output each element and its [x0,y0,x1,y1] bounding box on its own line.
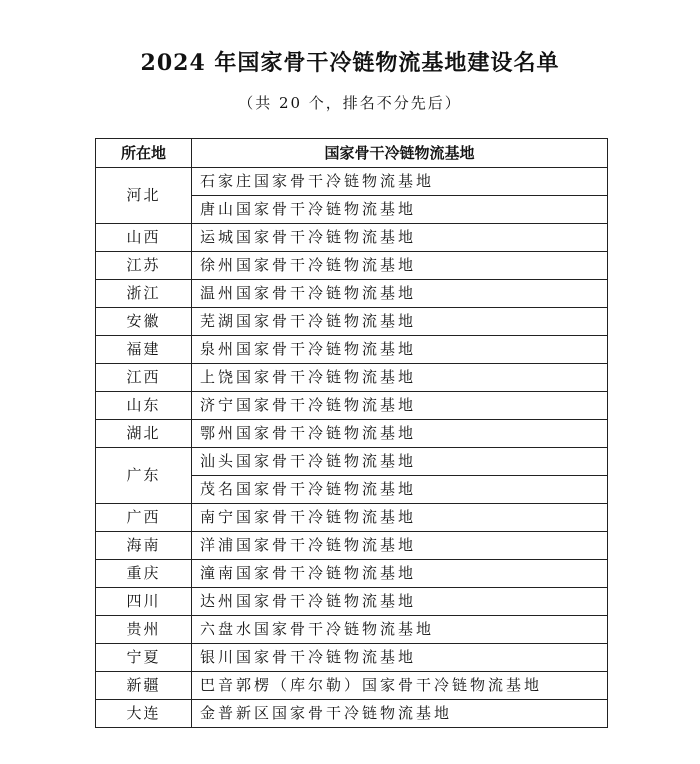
base-name-cell: 六盘水国家骨干冷链物流基地 [192,616,608,644]
region-cell: 广西 [96,504,192,532]
table-body [96,168,608,728]
table-row [96,700,608,728]
table-row [96,364,608,392]
region-cell: 河北 [96,168,192,224]
base-name-cell: 金普新区国家骨干冷链物流基地 [192,700,608,728]
table-row [96,504,608,532]
base-name-cell: 济宁国家骨干冷链物流基地 [192,392,608,420]
base-name-cell: 运城国家骨干冷链物流基地 [192,224,608,252]
region-cell: 宁夏 [96,644,192,672]
region-cell: 福建 [96,336,192,364]
base-name-cell: 汕头国家骨干冷链物流基地 [192,448,608,476]
base-name-cell: 巴音郭楞（库尔勒）国家骨干冷链物流基地 [192,672,608,700]
header-region: 所在地 [96,139,192,168]
base-name-cell: 茂名国家骨干冷链物流基地 [192,476,608,504]
region-cell: 江西 [96,364,192,392]
table-row [96,280,608,308]
region-cell: 安徽 [96,308,192,336]
document-subtitle: （共 20 个，排名不分先后） [238,94,462,112]
base-name-cell: 石家庄国家骨干冷链物流基地 [192,168,608,196]
header-base-name: 国家骨干冷链物流基地 [192,139,608,168]
base-name-cell: 潼南国家骨干冷链物流基地 [192,560,608,588]
region-cell: 江苏 [96,252,192,280]
region-cell: 湖北 [96,420,192,448]
table-row [96,168,608,196]
region-cell: 新疆 [96,672,192,700]
base-name-cell: 上饶国家骨干冷链物流基地 [192,364,608,392]
region-cell: 四川 [96,588,192,616]
region-cell: 海南 [96,532,192,560]
document-title: 2024 年国家骨干冷链物流基地建设名单 [140,50,560,76]
base-name-cell: 鄂州国家骨干冷链物流基地 [192,420,608,448]
table-row [96,532,608,560]
region-cell: 山西 [96,224,192,252]
base-name-cell: 徐州国家骨干冷链物流基地 [192,252,608,280]
table-row [96,616,608,644]
base-name-cell: 洋浦国家骨干冷链物流基地 [192,532,608,560]
base-name-cell: 银川国家骨干冷链物流基地 [192,644,608,672]
table-row [96,420,608,448]
cold-chain-base-table [95,138,608,728]
table-row [96,560,608,588]
base-name-cell: 泉州国家骨干冷链物流基地 [192,336,608,364]
region-cell: 山东 [96,392,192,420]
base-name-cell: 南宁国家骨干冷链物流基地 [192,504,608,532]
base-name-cell: 达州国家骨干冷链物流基地 [192,588,608,616]
table-row [96,644,608,672]
region-cell: 广东 [96,448,192,504]
table-row [96,392,608,420]
table-row [96,588,608,616]
base-name-cell: 唐山国家骨干冷链物流基地 [192,196,608,224]
region-cell: 大连 [96,700,192,728]
table-header-row [96,139,608,168]
table-row [96,448,608,476]
table-row [96,308,608,336]
base-name-cell: 温州国家骨干冷链物流基地 [192,280,608,308]
region-cell: 重庆 [96,560,192,588]
table-row [96,672,608,700]
table-row [96,224,608,252]
region-cell: 浙江 [96,280,192,308]
base-name-cell: 芜湖国家骨干冷链物流基地 [192,308,608,336]
table-row [96,336,608,364]
region-cell: 贵州 [96,616,192,644]
table-row [96,252,608,280]
